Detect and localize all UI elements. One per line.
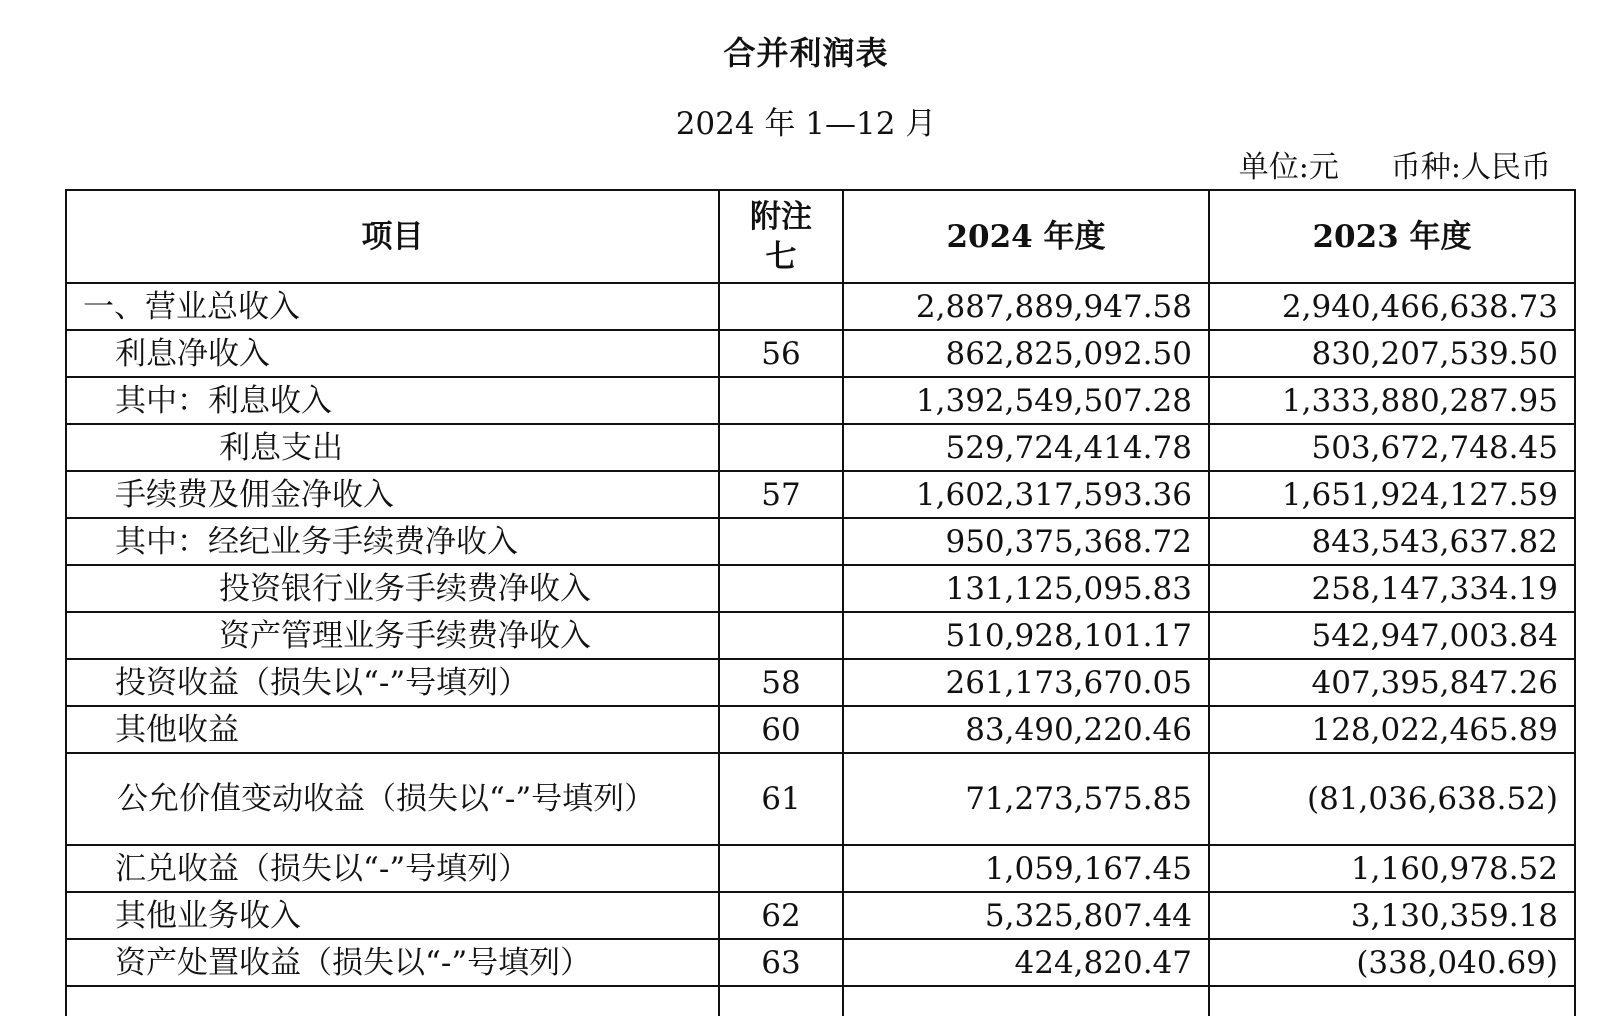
- row-item: 其他收益: [66, 706, 719, 753]
- col-header-item: 项目: [66, 190, 719, 283]
- table-row: [66, 330, 1575, 377]
- row-value-2024: 131,125,095.83: [843, 565, 1209, 612]
- truncated-cell: [719, 986, 843, 1016]
- row-note: 58: [719, 659, 843, 706]
- row-note: 60: [719, 706, 843, 753]
- row-value-2024: 5,325,807.44: [843, 892, 1209, 939]
- row-item: 利息支出: [66, 424, 719, 471]
- row-note: 63: [719, 939, 843, 986]
- row-value-2023: 407,395,847.26: [1209, 659, 1575, 706]
- row-item: 一、营业总收入: [66, 283, 719, 330]
- row-note: [719, 565, 843, 612]
- row-value-2024: 1,602,317,593.36: [843, 471, 1209, 518]
- page-title: 合并利润表: [723, 34, 889, 72]
- row-value-2023: 128,022,465.89: [1209, 706, 1575, 753]
- row-value-2024: 510,928,101.17: [843, 612, 1209, 659]
- row-value-2024: 71,273,575.85: [843, 753, 1209, 845]
- row-item-text: 公允价值变动收益（损失以“-”号填列）: [117, 781, 656, 817]
- row-item: 其中：经纪业务手续费净收入: [66, 518, 719, 565]
- col-header-note-line2: 七: [765, 238, 797, 275]
- row-value-2024: 424,820.47: [843, 939, 1209, 986]
- row-item: 利息净收入: [66, 330, 719, 377]
- row-item: 资产管理业务手续费净收入: [66, 612, 719, 659]
- table-row: [66, 939, 1575, 986]
- col-header-note-line1: 附注: [750, 198, 812, 235]
- row-note: 57: [719, 471, 843, 518]
- row-value-2024: 529,724,414.78: [843, 424, 1209, 471]
- row-note: [719, 612, 843, 659]
- row-value-2024: 2,887,889,947.58: [843, 283, 1209, 330]
- row-value-2023: 2,940,466,638.73: [1209, 283, 1575, 330]
- row-value-2023: 843,543,637.82: [1209, 518, 1575, 565]
- row-value-2024: 83,490,220.46: [843, 706, 1209, 753]
- table-row: [66, 706, 1575, 753]
- row-note: [719, 424, 843, 471]
- row-value-2024: 1,392,549,507.28: [843, 377, 1209, 424]
- truncated-cell: [1209, 986, 1575, 1016]
- row-note: [719, 377, 843, 424]
- table-row: [66, 845, 1575, 892]
- col-header-2024: 2024 年度: [843, 190, 1209, 283]
- currency-label: 币种:人民币: [1390, 150, 1551, 185]
- row-value-2024: 950,375,368.72: [843, 518, 1209, 565]
- unit-label: 单位:元: [1238, 150, 1339, 185]
- col-header-note: [719, 190, 843, 283]
- table-row: [66, 377, 1575, 424]
- table-header-row: [66, 190, 1575, 283]
- row-item: [66, 753, 719, 845]
- row-value-2023: 542,947,003.84: [1209, 612, 1575, 659]
- row-item: 投资收益（损失以“-”号填列）: [66, 659, 719, 706]
- row-value-2024: 261,173,670.05: [843, 659, 1209, 706]
- truncated-cell: [66, 986, 719, 1016]
- row-value-2023: (338,040.69): [1209, 939, 1575, 986]
- row-note: [719, 283, 843, 330]
- row-value-2023: 1,333,880,287.95: [1209, 377, 1575, 424]
- row-item: 手续费及佣金净收入: [66, 471, 719, 518]
- row-item: 资产处置收益（损失以“-”号填列）: [66, 939, 719, 986]
- row-note: 62: [719, 892, 843, 939]
- table-row: [66, 424, 1575, 471]
- table-row: [66, 659, 1575, 706]
- income-statement-table: [65, 189, 1576, 1016]
- unit-currency-line: [1239, 142, 1551, 186]
- row-value-2024: 1,059,167.45: [843, 845, 1209, 892]
- row-item: 投资银行业务手续费净收入: [66, 565, 719, 612]
- row-item: 其中：利息收入: [66, 377, 719, 424]
- row-value-2023: 1,651,924,127.59: [1209, 471, 1575, 518]
- row-note: 61: [719, 753, 843, 845]
- truncated-cell: [843, 986, 1209, 1016]
- table-row: [66, 892, 1575, 939]
- table-row: [66, 565, 1575, 612]
- table-row-truncated: [66, 986, 1575, 1016]
- row-value-2023: (81,036,638.52): [1209, 753, 1575, 845]
- table-row: [66, 283, 1575, 330]
- row-value-2023: 3,130,359.18: [1209, 892, 1575, 939]
- col-header-2023: 2023 年度: [1209, 190, 1575, 283]
- row-note: [719, 845, 843, 892]
- table-row: [66, 753, 1575, 845]
- row-value-2023: 830,207,539.50: [1209, 330, 1575, 377]
- table-row: [66, 612, 1575, 659]
- row-note: 56: [719, 330, 843, 377]
- table-row: [66, 471, 1575, 518]
- row-value-2023: 1,160,978.52: [1209, 845, 1575, 892]
- row-value-2023: 503,672,748.45: [1209, 424, 1575, 471]
- row-value-2023: 258,147,334.19: [1209, 565, 1575, 612]
- table-row: [66, 518, 1575, 565]
- row-item: 其他业务收入: [66, 892, 719, 939]
- row-note: [719, 518, 843, 565]
- report-period: 2024 年 1—12 月: [675, 106, 937, 142]
- row-value-2024: 862,825,092.50: [843, 330, 1209, 377]
- row-item: 汇兑收益（损失以“-”号填列）: [66, 845, 719, 892]
